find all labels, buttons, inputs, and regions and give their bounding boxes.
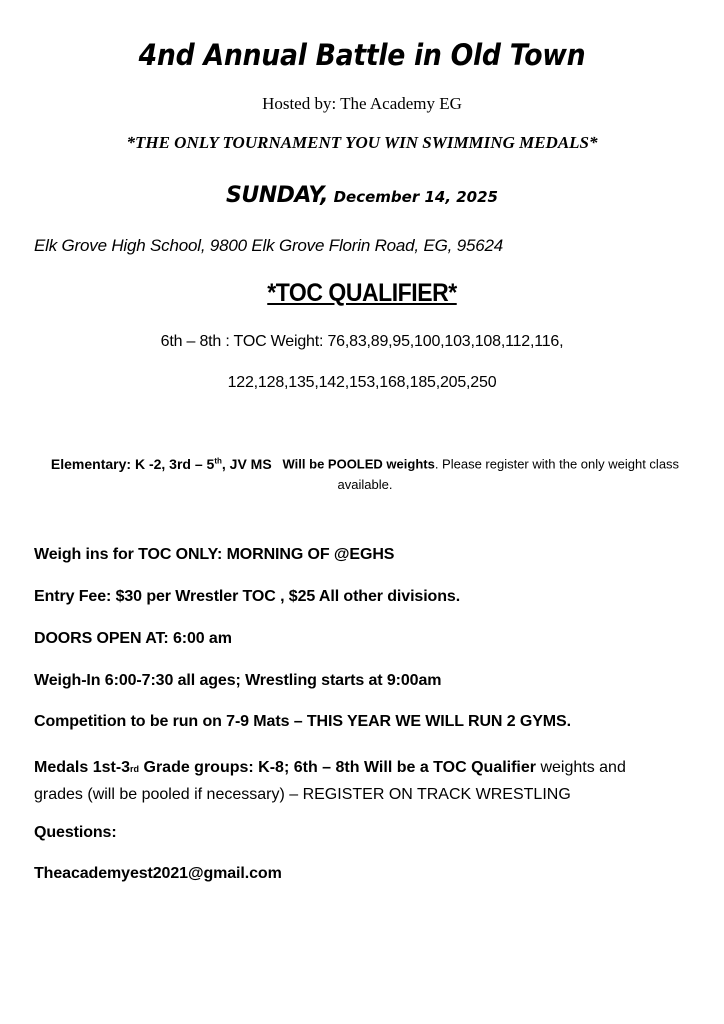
- tagline: *THE ONLY TOURNAMENT YOU WIN SWIMMING MEDALS*: [126, 133, 598, 152]
- toc-heading: *TOC QUALIFIER*: [267, 279, 457, 307]
- event-day: SUNDAY,: [225, 183, 329, 208]
- medals-part-1: Medals 1st-3: [34, 759, 131, 776]
- elementary-note: . Please register with the only weight class available.: [337, 456, 680, 492]
- pooled-weights-label: Will be POOLED weights: [282, 456, 435, 472]
- event-date-text: December 14, 2025: [333, 188, 498, 206]
- questions-label: Questions:: [34, 824, 117, 841]
- elementary-label-a: Elementary: K -2, 3rd – 5: [50, 455, 215, 472]
- elementary-info: [40, 451, 690, 495]
- contact-email[interactable]: Theacademyest2021@gmail.com: [34, 865, 282, 882]
- medals-sub: rd: [130, 764, 140, 774]
- hosted-by: Hosted by: The Academy EG: [262, 94, 462, 113]
- event-title: 4nd Annual Battle in Old Town: [138, 38, 586, 72]
- doors-open-info: DOORS OPEN AT: 6:00 am: [34, 630, 232, 647]
- elementary-label: [51, 456, 272, 472]
- medals-part-3: weights and grades (will be pooled if necessary) – REGISTER ON TRACK WRESTLING: [34, 759, 626, 803]
- competition-info: Competition to be run on 7-9 Mats – THIS YEAR WE WILL RUN 2 GYMS.: [34, 713, 571, 730]
- toc-weights-line-2: 122,128,135,142,153,168,185,205,250: [227, 374, 497, 391]
- medals-part-2: Grade groups: K-8; 6th – 8th Will be a TOC Qualifier: [139, 759, 536, 776]
- event-location: Elk Grove High School, 9800 Elk Grove Florin Road, EG, 95624: [34, 236, 503, 255]
- weigh-ins-info: Weigh ins for TOC ONLY: MORNING OF @EGHS: [34, 546, 395, 563]
- medals-info: [34, 755, 674, 808]
- schedule-info: Weigh-In 6:00-7:30 all ages; Wrestling starts at 9:00am: [34, 672, 442, 689]
- elementary-label-sup: th: [214, 456, 222, 465]
- elementary-label-b: , JV MS: [221, 455, 272, 472]
- toc-weights-line-1: 6th – 8th : TOC Weight: 76,83,89,95,100,103,108,112,116,: [160, 333, 564, 350]
- event-date: [0, 183, 724, 208]
- entry-fee-info: Entry Fee: $30 per Wrestler TOC , $25 All other divisions.: [34, 588, 461, 605]
